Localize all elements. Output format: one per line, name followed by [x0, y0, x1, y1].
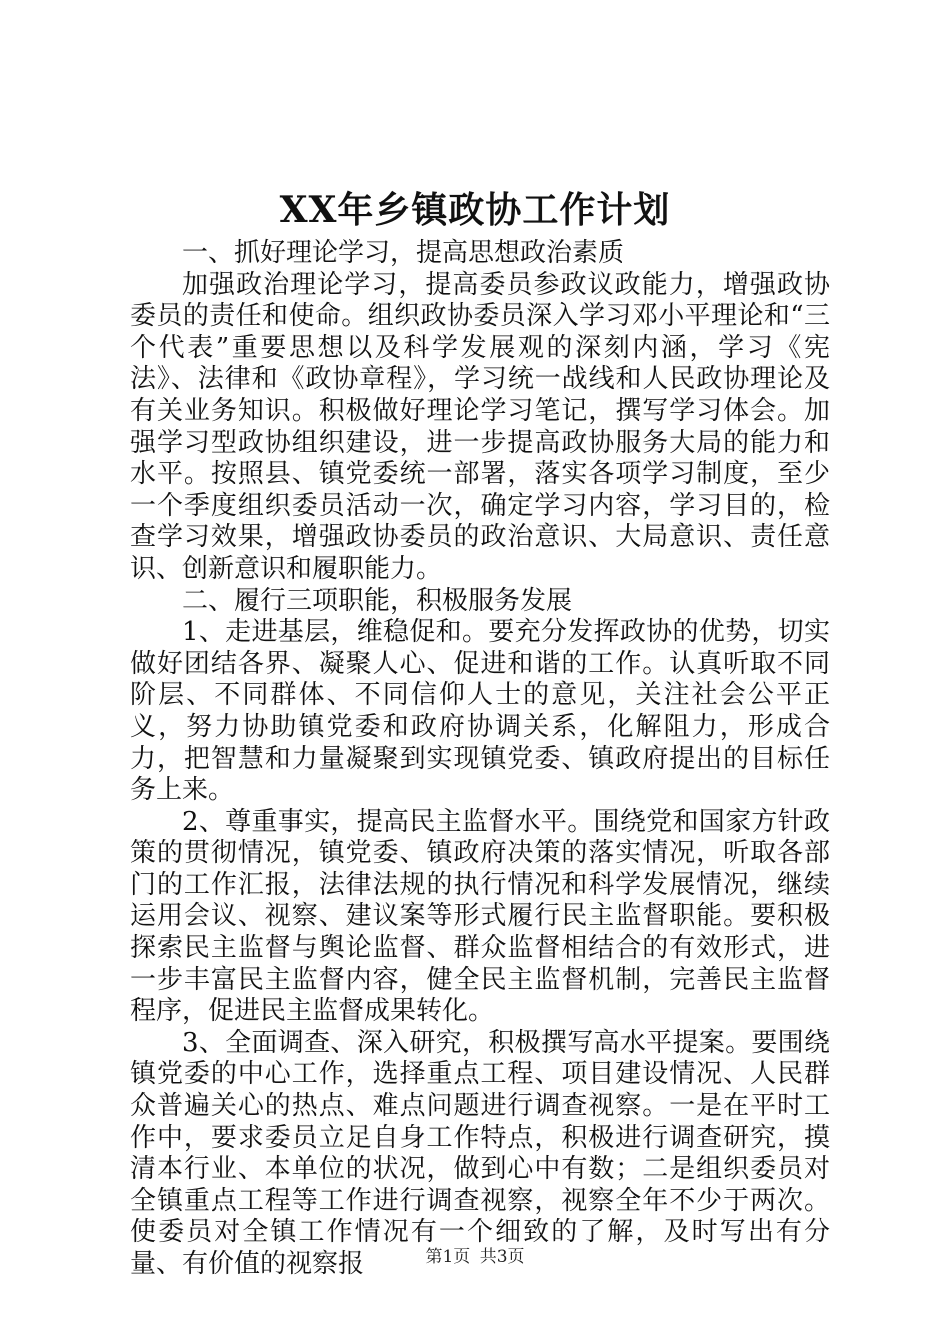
page-number-total: 共3页	[479, 1247, 525, 1267]
paragraph: 3、全面调查、深入研究，积极撰写高水平提案。要围绕镇党委的中心工作，选择重点工程、项目建设情况、人民群众普遍关心的热点、难点问题进行调查视察。一是在平时工作中，要求委员立足自身工作特点，积极进行调查研究，摸清本行业、本单位的状况，做到心中有数；二是组织委员对全镇重点工程等工作进行调查视察，视察全年不少于两次。使委员对全镇工作情况有一个细致的了解，及时写出有分量、有价值的视察报	[130, 1027, 830, 1279]
paragraph: 加强政治理论学习，提高委员参政议政能力，增强政协委员的责任和使命。组织政协委员深入学习邓小平理论和“三个代表”重要思想以及科学发展观的深刻内涵，学习《宪法》、法律和《政协章程》，学习统一战线和人民政协理论及有关业务知识。积极做好理论学习笔记，撰写学习体会。加强学习型政协组织建设，进一步提高政协服务大局的能力和水平。按照县、镇党委统一部署，落实各项学习制度，至少一个季度组织委员活动一次，确定学习内容，学习目的，检查学习效果，增强政协委员的政治意识、大局意识、责任意识、创新意识和履职能力。	[130, 269, 830, 584]
document-title: XX年乡镇政协工作计划	[279, 189, 671, 231]
page-number-current: 第1页	[425, 1247, 471, 1267]
section-heading-1: 一、抓好理论学习，提高思想政治素质	[182, 238, 625, 268]
paragraph: 2、尊重事实，提高民主监督水平。围绕党和国家方针政策的贯彻情况，镇党委、镇政府决策的落实情况，听取各部门的工作汇报，法律法规的执行情况和科学发展情况，继续运用会议、视察、建议案等形式履行民主监督职能。要积极探索民主监督与舆论监督、群众监督相结合的有效形式，进一步丰富民主监督内容，健全民主监督机制，完善民主监督程序，促进民主监督成果转化。	[130, 806, 830, 1027]
section-heading-2: 二、履行三项职能，积极服务发展	[182, 585, 573, 616]
paragraph: 1、走进基层，维稳促和。要充分发挥政协的优势，切实做好团结各界、凝聚人心、促进和谐的工作。认真听取不同阶层、不同群体、不同信仰人士的意见，关注社会公平正义，努力协助镇党委和政府协调关系，化解阻力，形成合力，把智慧和力量凝聚到实现镇党委、镇政府提出的目标任务上来。	[130, 617, 830, 806]
page-footer	[0, 1246, 950, 1268]
document-body	[130, 238, 830, 1281]
